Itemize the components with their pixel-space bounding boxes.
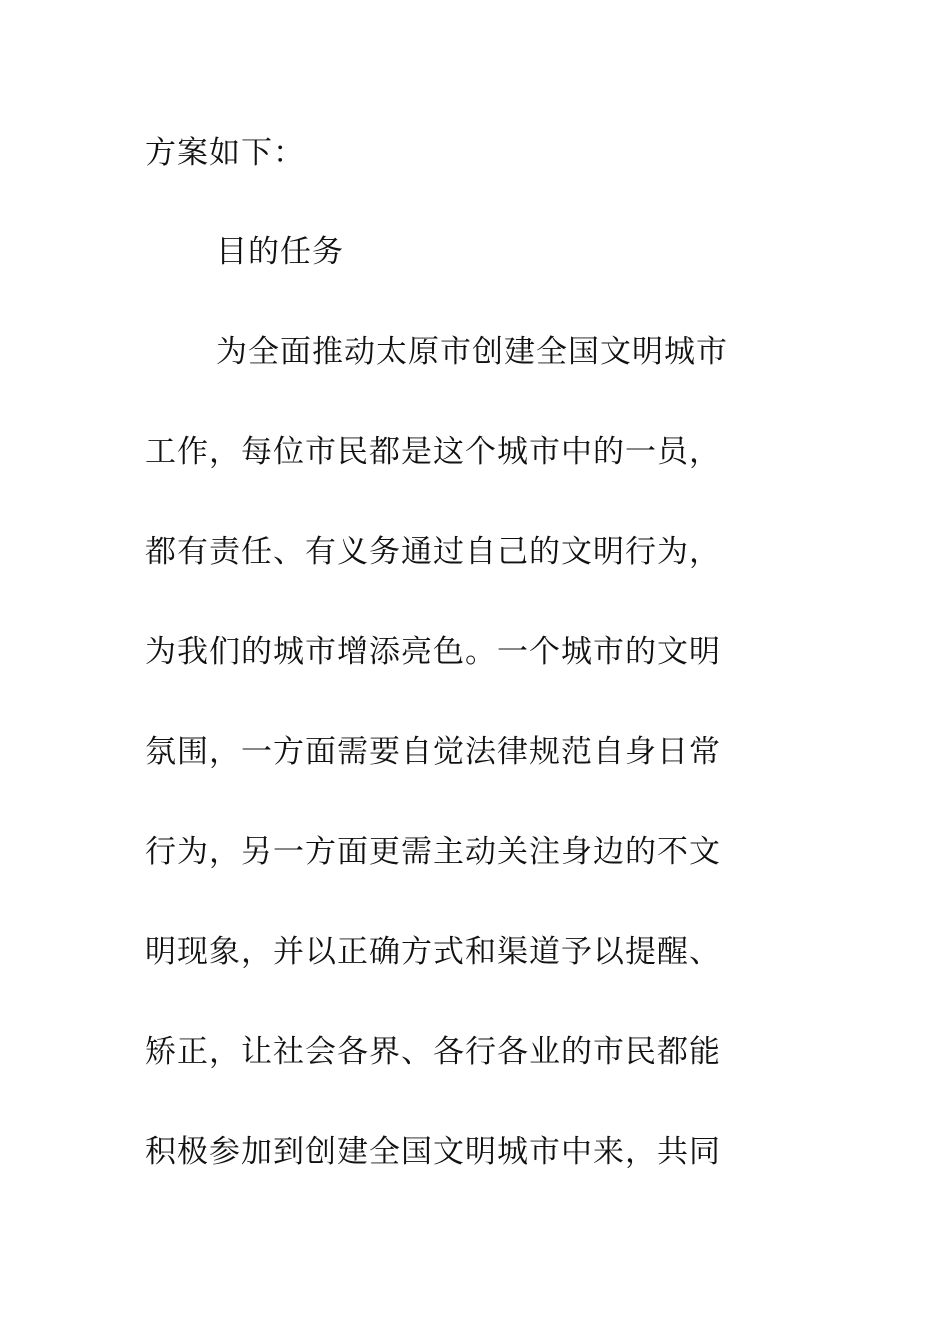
paragraph-line: 都有责任、有义务通过自己的文明行为，: [145, 534, 721, 570]
section-heading: 目的任务: [216, 234, 344, 270]
intro-line: 方案如下：: [145, 135, 305, 171]
paragraph-line: 行为，另一方面更需主动关注身边的不文: [145, 834, 721, 870]
paragraph-line: 为我们的城市增添亮色。一个城市的文明: [145, 634, 721, 670]
paragraph-line: 矫正，让社会各界、各行各业的市民都能: [145, 1034, 721, 1070]
paragraph-line: 积极参加到创建全国文明城市中来，共同: [145, 1134, 721, 1170]
paragraph-line: 为全面推动太原市创建全国文明城市: [216, 334, 728, 370]
paragraph-line: 氛围，一方面需要自觉法律规范自身日常: [145, 734, 721, 770]
paragraph-line: 工作，每位市民都是这个城市中的一员，: [145, 434, 721, 470]
paragraph-line: 明现象，并以正确方式和渠道予以提醒、: [145, 934, 721, 970]
